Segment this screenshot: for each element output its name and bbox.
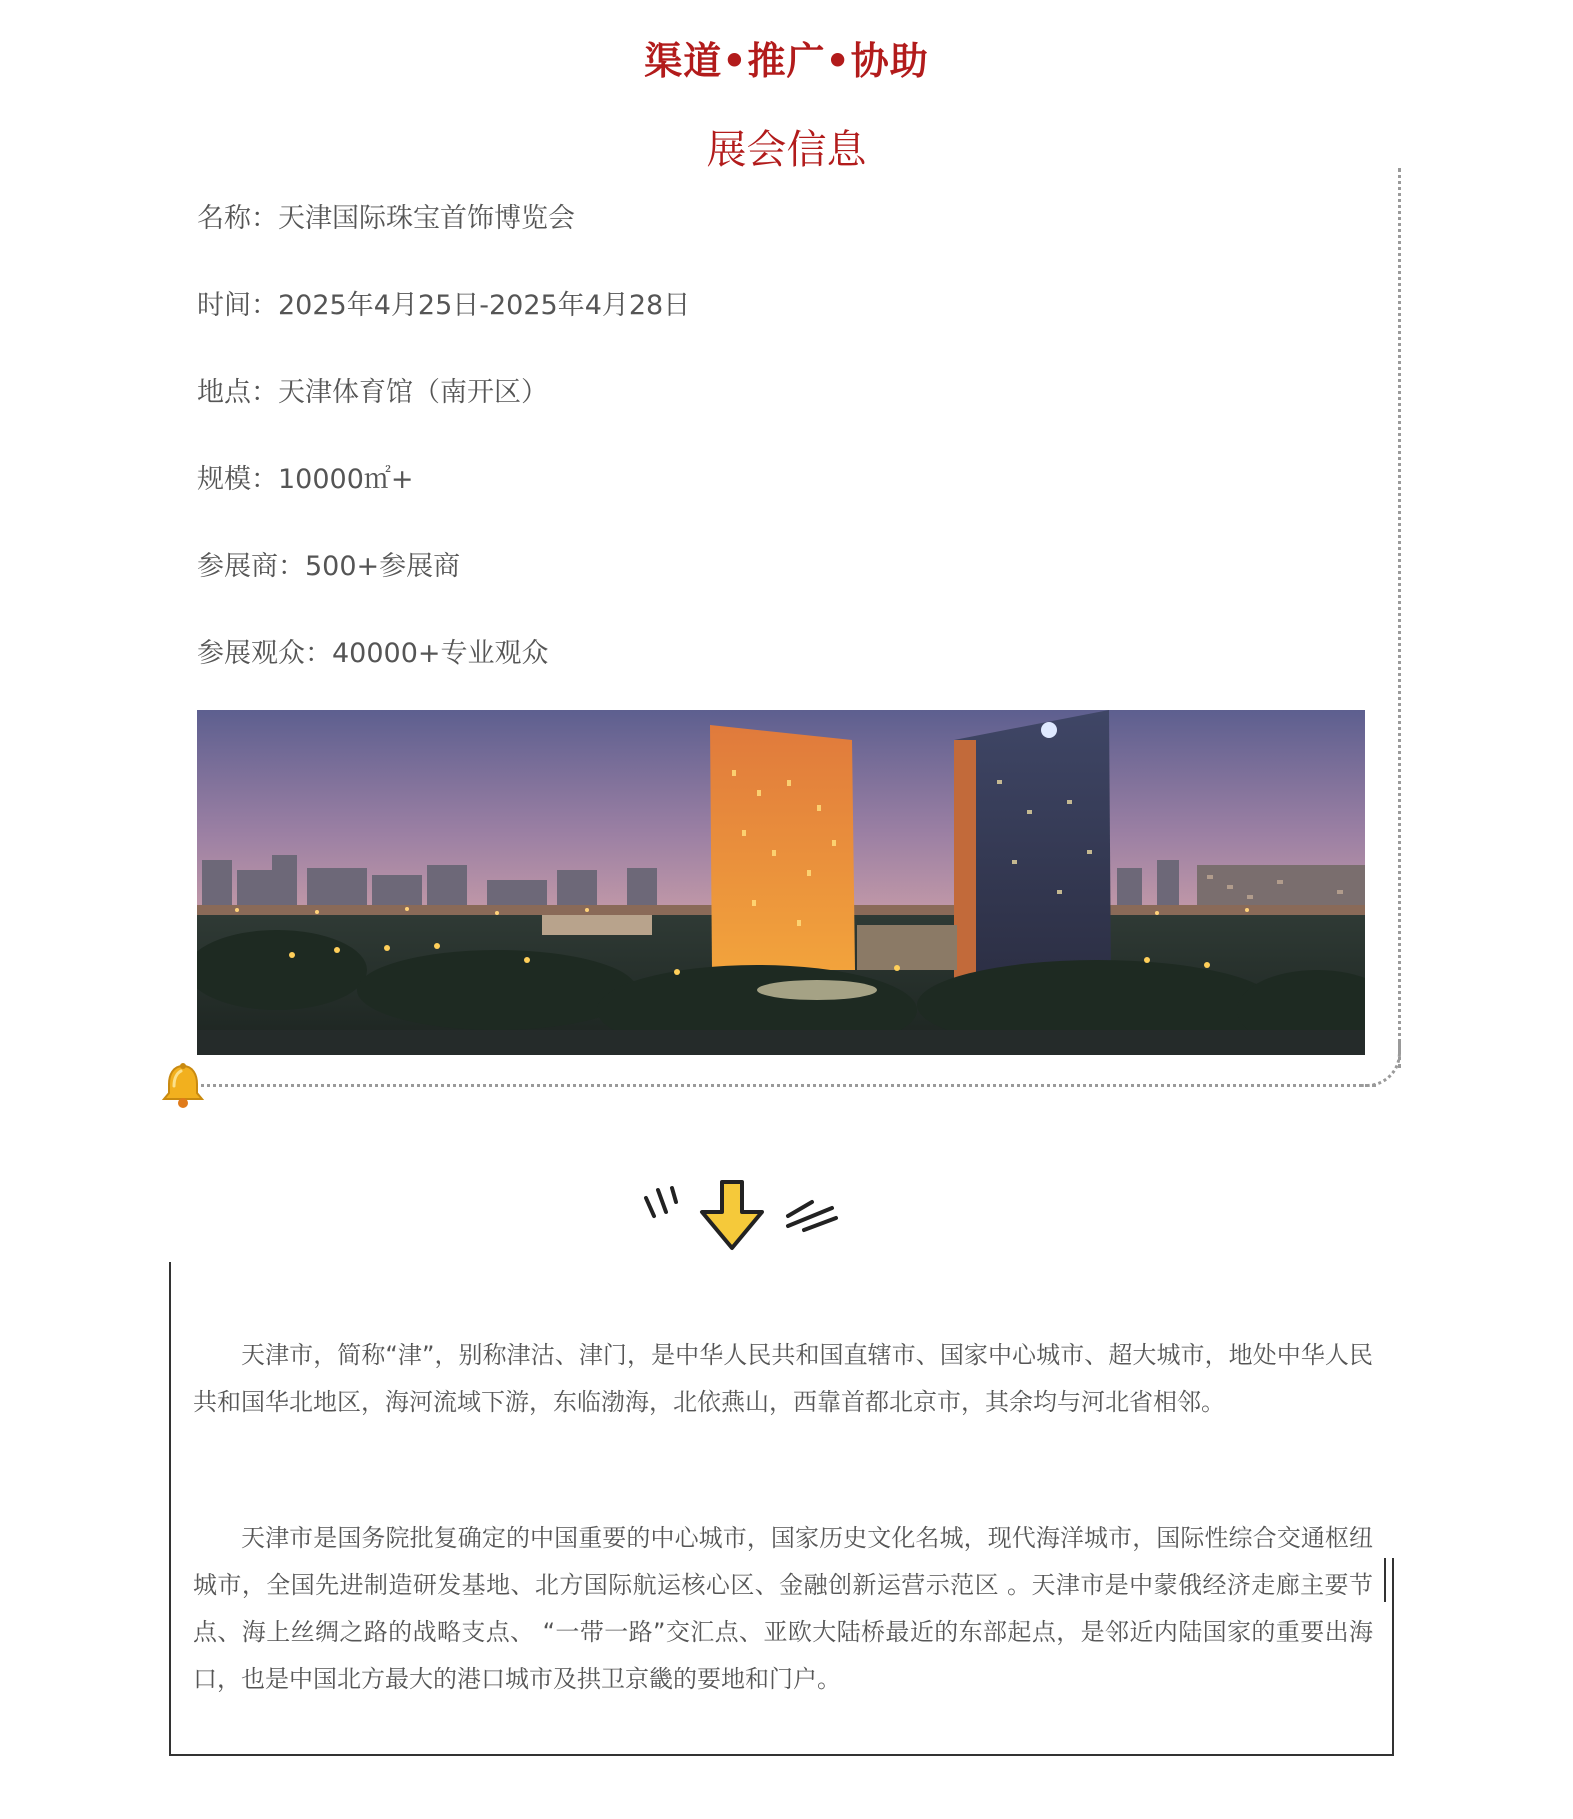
info-exhibitors: 参展商：500+参展商 <box>197 551 461 582</box>
info-location: 地点：天津体育馆（南开区） <box>197 377 548 408</box>
dashed-border-bottom <box>194 1084 1376 1087</box>
dashed-border-corner <box>1360 1040 1401 1087</box>
box-border-bottom <box>169 1754 1393 1756</box>
box-border-right <box>1392 1558 1394 1756</box>
section-title: 展会信息 <box>706 127 867 173</box>
page-title: 渠道•推广•协助 <box>644 39 929 83</box>
dashed-border-right <box>1398 168 1401 1068</box>
description-paragraph-1: 天津市，简称“津”，别称津沽、津门，是中华人民共和国直辖市、国家中心城市、超大城市，地处中华人民共和国华北地区，海河流域下游，东临渤海，北依燕山，西靠首都北京市，其余均与河北省相邻。 <box>193 1341 1373 1416</box>
info-time: 时间：2025年4月25日-2025年4月28日 <box>197 290 691 321</box>
box-border-left <box>169 1262 171 1754</box>
info-scale: 规模：10000㎡+ <box>197 464 414 495</box>
box-border-right-accent <box>1384 1558 1386 1602</box>
bell-icon <box>160 1062 206 1110</box>
info-name: 名称：天津国际珠宝首饰博览会 <box>197 203 575 234</box>
down-arrow-icon <box>636 1176 846 1256</box>
info-visitors: 参展观众：40000+专业观众 <box>197 638 549 669</box>
city-night-photo <box>197 710 1365 1055</box>
description-paragraph-2: 天津市是国务院批复确定的中国重要的中心城市，国家历史文化名城，现代海洋城市，国际性综合交通枢纽城市，全国先进制造研发基地、北方国际航运核心区、金融创新运营示范区 。天津市是中蒙俄经济走廊主要节点、海上丝绸之路的战略支点、 “一带一路”交汇点、亚欧大陆桥最近的东部起点，是邻近内陆国家的重要出海口，也是中国北方最大的港口城市及拱卫京畿的要地和门户。 <box>193 1524 1373 1693</box>
